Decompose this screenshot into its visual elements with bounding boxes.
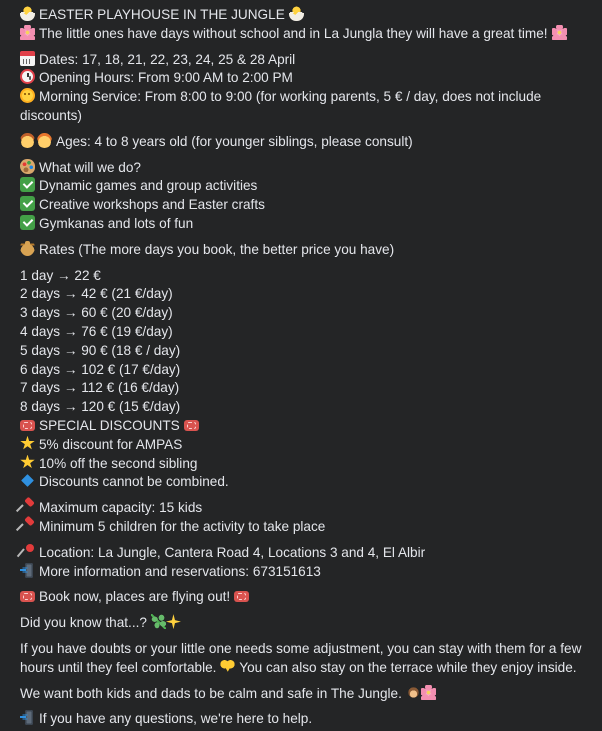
alarm-clock-icon (20, 69, 35, 84)
mobile-phone-arrow-icon (20, 563, 35, 578)
rates-and-discounts-section (20, 267, 602, 493)
rate-item: 3 days → 60 € (20 €/day) (20, 305, 173, 321)
activity-item (20, 215, 602, 234)
ticket-icon (20, 420, 35, 431)
activities-heading-line (20, 159, 602, 178)
cherry-blossom-icon (421, 685, 436, 700)
discounts-note-line (20, 473, 602, 492)
ages-section (20, 133, 602, 152)
rate-item: 4 days → 76 € (19 €/day) (20, 323, 173, 339)
intro-text: The little ones have days without school and in La Jungla they will have a great time! (39, 25, 548, 41)
hatching-chick-icon (20, 6, 35, 21)
activity-text: Dynamic games and group activities (39, 178, 258, 194)
check-mark-icon (20, 196, 35, 211)
morning-service-text: Morning Service: From 8:00 to 9:00 (for working parents, 5 € / day, does not include (39, 89, 542, 105)
mobile-phone-arrow-icon (20, 710, 35, 725)
artist-palette-icon (20, 159, 35, 174)
calendar-icon (20, 51, 35, 66)
ticket-icon (20, 591, 35, 602)
pushpin-icon (20, 518, 35, 533)
calm-text: We want both kids and dads to be calm and safe in The Jungle. (20, 685, 402, 701)
discount-item (20, 436, 602, 455)
discount-item (20, 455, 602, 474)
dates-line (20, 51, 602, 70)
rates-heading: Rates (The more days you book, the better price you have) (39, 241, 395, 257)
rate-item: 2 days → 42 € (21 €/day) (20, 286, 173, 302)
questions-text: If you have any questions, we're here to help. (39, 711, 313, 727)
pushpin-icon (20, 499, 35, 514)
post-header (20, 6, 602, 44)
activity-text: Creative workshops and Easter crafts (39, 197, 265, 213)
rates-heading-section (20, 241, 602, 260)
minimum-text: Minimum 5 children for the activity to take place (39, 518, 326, 534)
activities-heading: What will we do? (39, 159, 141, 175)
post-title: EASTER PLAYHOUSE IN THE JUNGLE (39, 7, 285, 22)
activity-item (20, 196, 602, 215)
blue-diamond-icon (21, 474, 34, 487)
monkey-icon (406, 685, 421, 700)
money-bag-icon (20, 241, 35, 256)
questions-section (20, 710, 602, 729)
doubts-line (20, 640, 602, 659)
activity-text: Gymkanas and lots of fun (39, 215, 194, 231)
location-text: Location: La Jungle, Cantera Road 4, Locations 3 and 4, El Albir (39, 544, 426, 560)
intro-line (20, 25, 602, 44)
contact-text: More information and reservations: 673151613 (39, 563, 321, 579)
capacity-section (20, 499, 602, 537)
doubts-line-2 (20, 659, 602, 678)
schedule-section (20, 51, 602, 126)
doubts-text-2a: hours until they feel comfortable. (20, 659, 217, 675)
book-now-line (20, 588, 602, 607)
post-title-line (20, 6, 602, 25)
rates-heading-line (20, 241, 602, 260)
contact-section (20, 544, 602, 582)
boy-face-icon (20, 133, 35, 148)
cherry-blossom-icon (20, 25, 35, 40)
rate-item: 8 days → 120 € (15 €/day) (20, 399, 181, 415)
calm-section (20, 685, 602, 704)
book-now-section (20, 588, 602, 607)
capacity-text: Maximum capacity: 15 kids (39, 500, 203, 516)
questions-line (20, 710, 602, 729)
did-you-know-text: Did you know that...? (20, 615, 147, 631)
round-pushpin-icon (20, 544, 35, 559)
doubts-section (20, 640, 602, 678)
star-icon (20, 436, 35, 451)
herb-icon (151, 614, 166, 629)
sparkles-icon (166, 614, 181, 629)
check-mark-icon (20, 177, 35, 192)
girl-face-icon (37, 133, 52, 148)
hatching-chick-icon (289, 6, 304, 21)
location-line (20, 544, 602, 563)
ticket-icon (234, 591, 249, 602)
rate-item: 7 days → 112 € (16 €/day) (20, 380, 180, 396)
doubts-text: If you have doubts or your little one needs some adjustment, you can stay with them for a few (20, 640, 582, 656)
discount-text: 10% off the second sibling (39, 455, 198, 471)
ages-line (20, 133, 602, 152)
capacity-line (20, 499, 602, 518)
rate-item: 5 days → 90 € (18 € / day) (20, 342, 181, 358)
special-discounts-heading-line (20, 417, 602, 436)
opening-hours-line (20, 69, 602, 88)
ages-text: Ages: 4 to 8 years old (for younger siblings, please consult) (56, 133, 413, 149)
yellow-heart-icon (220, 659, 235, 674)
activities-section (20, 159, 602, 234)
opening-hours-text: Opening Hours: From 9:00 AM to 2:00 PM (39, 70, 293, 86)
sun-face-icon (20, 88, 35, 103)
did-you-know-line (20, 614, 602, 633)
special-discounts-heading: SPECIAL DISCOUNTS (39, 417, 180, 433)
discounts-note: Discounts cannot be combined. (39, 474, 229, 490)
morning-service-line-2 (20, 107, 602, 126)
minimum-line (20, 518, 602, 537)
rate-item: 1 day → 22 € (20, 267, 101, 283)
check-mark-icon (20, 215, 35, 230)
morning-service-text-2: discounts) (20, 107, 82, 123)
did-you-know-section (20, 614, 602, 633)
book-now-text: Book now, places are flying out! (39, 589, 231, 605)
calm-line (20, 685, 602, 704)
rate-item: 6 days → 102 € (17 €/day) (20, 361, 181, 377)
dates-text: Dates: 17, 18, 21, 22, 23, 24, 25 & 28 April (39, 51, 296, 67)
contact-line (20, 563, 602, 582)
doubts-text-2b: You can also stay on the terrace while they enjoy inside. (239, 659, 577, 675)
star-icon (20, 455, 35, 470)
cherry-blossom-icon (552, 25, 567, 40)
morning-service-line (20, 88, 602, 107)
activity-item (20, 177, 602, 196)
ticket-icon (184, 420, 199, 431)
discount-text: 5% discount for AMPAS (39, 436, 183, 452)
